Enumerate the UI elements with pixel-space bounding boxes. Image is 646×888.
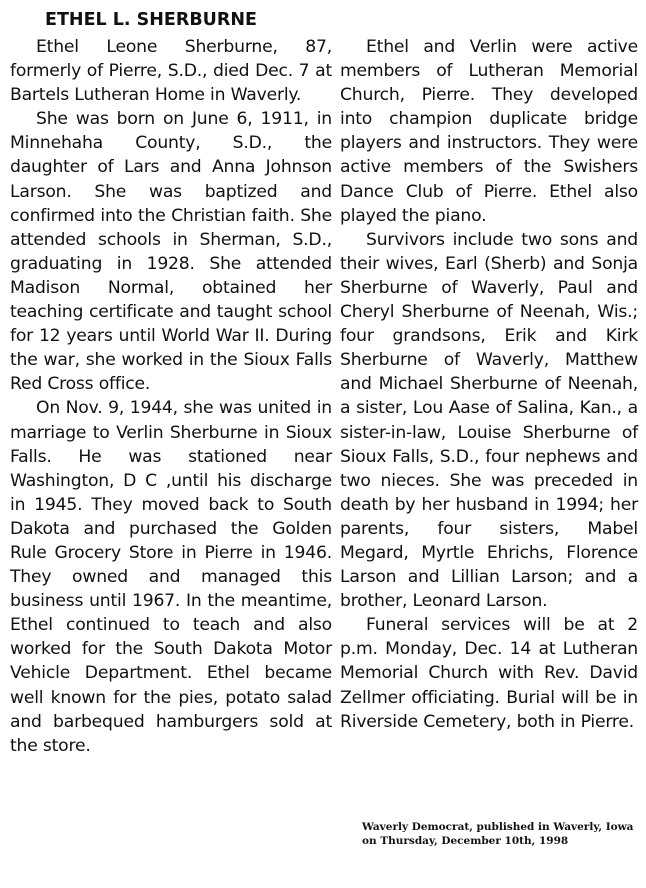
obituary-paragraph-survivors: Survivors include two sons and their wives, Earl (Sherb) and Sonja Sherburne of Waverly, Paul and Cheryl Sherburne of Neenah, Wis.; four grandsons, Erik and Kirk Sherburne of Waverly, Matthew and Michael Sherburne of Neenah, a sister, Lou Aase of Salina, Kan., a sister-in-law, Louise Sherburne of Sioux Falls, S.D., four nephews and two nieces. She was preceded in death by her husband in 1994; her parents, four sisters, Mabel Megard, Myrtle Ehrichs, Florence Larson and Lillian Larson; and a brother, Leonard Larson. [340, 229, 638, 612]
obituary-paragraph-marriage: On Nov. 9, 1944, she was united in marriage to Verlin Sherburne in Sioux Falls. He was stationed near Washington, D C ,until his discharge in 1945. They moved back to South Dakota and purchased the Golden Rule Grocery Store in Pierre in 1946. They owned and managed this business until 1967. In the meantime, Ethel continued to teach and also worked for the South Dakota Motor Vehicle Department. Ethel became well known for the pies, potato salad and barbequed hamburgers sold at the store. [10, 398, 332, 756]
obituary-paragraph-activities: Ethel and Verlin were active members of Lutheran Memorial Church, Pierre. They developed into champion duplicate bridge players and instructors. They were active members of the Swishers Dance Club of Pierre. Ethel also played the piano. [340, 37, 638, 226]
obituary-paragraph-birth: She was born on June 6, 1911, in Minnehaha County, S.D., the daughter of Lars and Anna Johnson Larson. She was baptized and confirmed into the Christian faith. She attended schools in Sherman, S.D., graduating in 1928. She attended Madison Normal, obtained her teaching certificate and taught school for 12 years until World War II. During the war, she worked in the Sioux Falls Red Cross office. [10, 109, 332, 395]
obituary-paragraph-death: Ethel Leone Sherburne, 87, formerly of Pierre, S.D., died Dec. 7 at Bartels Lutheran Home in Waverly. [10, 37, 332, 106]
obituary-paragraph-funeral: Funeral services will be at 2 p.m. Monday, Dec. 14 at Lutheran Memorial Church with Rev. David Zellmer officiating. Burial will be in Riverside Cemetery, both in Pierre. [340, 615, 638, 732]
right-column [340, 35, 638, 734]
caption-line-publication: Waverly Democrat, published in Waverly, Iowa [362, 821, 634, 833]
source-caption [362, 820, 642, 848]
left-column [10, 8, 332, 758]
obituary-headline: ETHEL L. SHERBURNE [45, 10, 257, 30]
caption-line-date: on Thursday, December 10th, 1998 [362, 835, 569, 847]
